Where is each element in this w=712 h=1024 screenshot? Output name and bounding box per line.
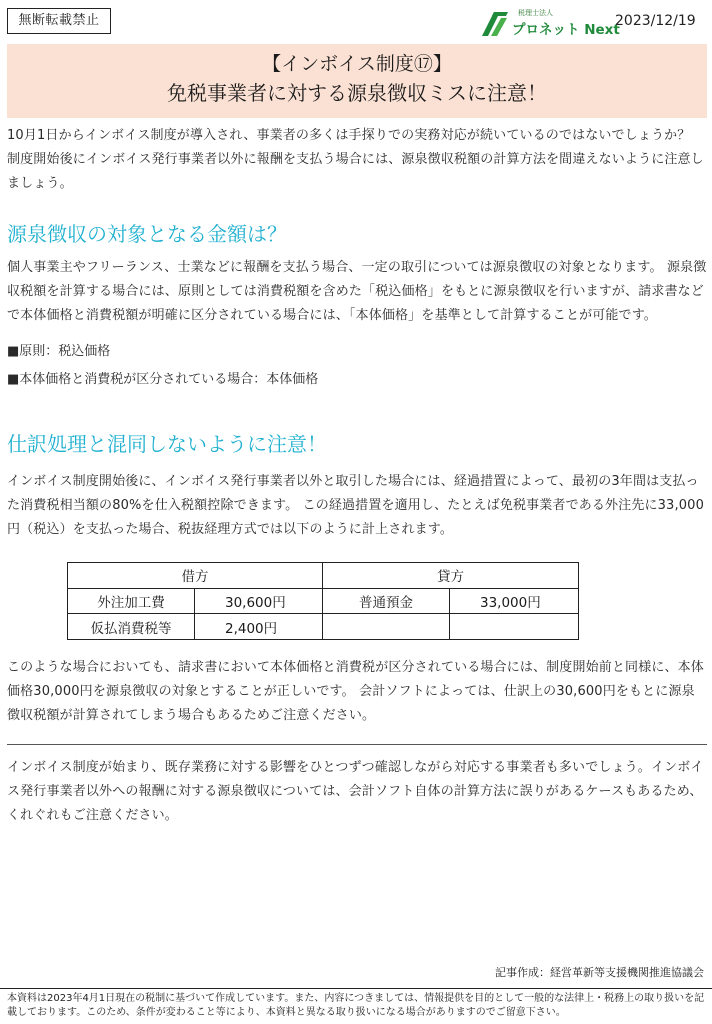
journal-entry-table [67,562,579,640]
page-title: 免税事業者に対する源泉徴収ミスに注意！ [167,81,547,105]
credit-header: 貸方 [323,563,579,589]
author-credit: 記事作成：経営革新等支援機関推進協議会 [495,966,704,979]
logo-mark-icon [480,8,510,38]
issue-date: 2023/12/19 [615,13,696,29]
credit-amount [450,614,579,640]
bullet-principle: ■原則：税込価格 [7,344,111,359]
title-banner [7,44,707,118]
debit-amount: 30,600円 [195,588,323,614]
logo-name: プロネット Next [512,22,620,38]
section1-heading: 源泉徴収の対象となる金額は？ [7,222,287,246]
footer-divider [0,988,712,989]
table-row [68,588,579,614]
title-series: 【インボイス制度⑰】 [262,53,452,75]
table-header-row [68,563,579,589]
table-row [68,614,579,640]
no-reprint-stamp: 無断転載禁止 [7,8,111,34]
disclaimer-footer: 本資料は2023年4月1日現在の税制に基づいて作成しています。また、内容につきましては、情報提供を目的として一般的な法律上・税務上の取り扱いを記載しております。このため、条件が変わること等により、本資料と異なる取り扱いになる場合がありますのでご留意下さい。 [7,993,705,1018]
section2-heading: 仕訳処理と混同しないように注意！ [7,432,327,456]
intro-paragraph: 10月1日からインボイス制度が導入され、事業者の多くは手探りでの実務対応が続いているのではないでしょうか？ 制度開始後にインボイス発行事業者以外に報酬を支払う場合には、源泉徴収税額の計算方法を間違えないように注意しましょう。 [7,128,704,191]
credit-amount: 33,000円 [450,588,579,614]
debit-account: 外注加工費 [68,588,195,614]
closing-paragraph: インボイス制度が始まり、既存業務に対する影響をひとつずつ確認しながら対応する事業者も多いでしょう。インボイス発行事業者以外への報酬に対する源泉徴収については、会計ソフト自体の計算方法に誤りがあるケースもあるため、くれぐれもご注意ください。 [7,760,704,823]
bullet-exception: ■本体価格と消費税が区分されている場合：本体価格 [7,372,319,387]
credit-account [323,614,450,640]
section2-after-paragraph: このような場合においても、請求書において本体価格と消費税が区分されている場合には、制度開始前と同様に、本体価格30,000円を源泉徴収の対象とすることが正しいです。 会計ソフトによっては、仕訳上の30,600円をもとに源泉徴収税額が計算されてしまう場合もあるためご注意ください。 [7,660,704,723]
section2-body: インボイス制度開始後に、インボイス発行事業者以外と取引した場合には、経過措置によって、最初の3年間は支払った消費税相当額の80%を仕入税額控除できます。 この経過措置を適用し、たとえば免税事業者である外注先に33,000円（税込）を支払った場合、税抜経理方式では以下のように計上されます。 [7,474,705,537]
divider [7,744,707,745]
logo-subtitle: 税理士法人 [518,9,553,17]
debit-amount: 2,400円 [195,614,323,640]
section1-body: 個人事業主やフリーランス、士業などに報酬を支払う場合、一定の取引については源泉徴収の対象となります。 源泉徴収税額を計算する場合には、原則としては消費税額を含めた「税込価格」をもとに源泉徴収を行いますが、請求書などで本体価格と消費税額が明確に区分されている場合には、「本体価格」を基準として計算することが可能です。 [7,260,707,323]
credit-account: 普通預金 [323,588,450,614]
debit-account: 仮払消費税等 [68,614,195,640]
debit-header: 借方 [68,563,323,589]
